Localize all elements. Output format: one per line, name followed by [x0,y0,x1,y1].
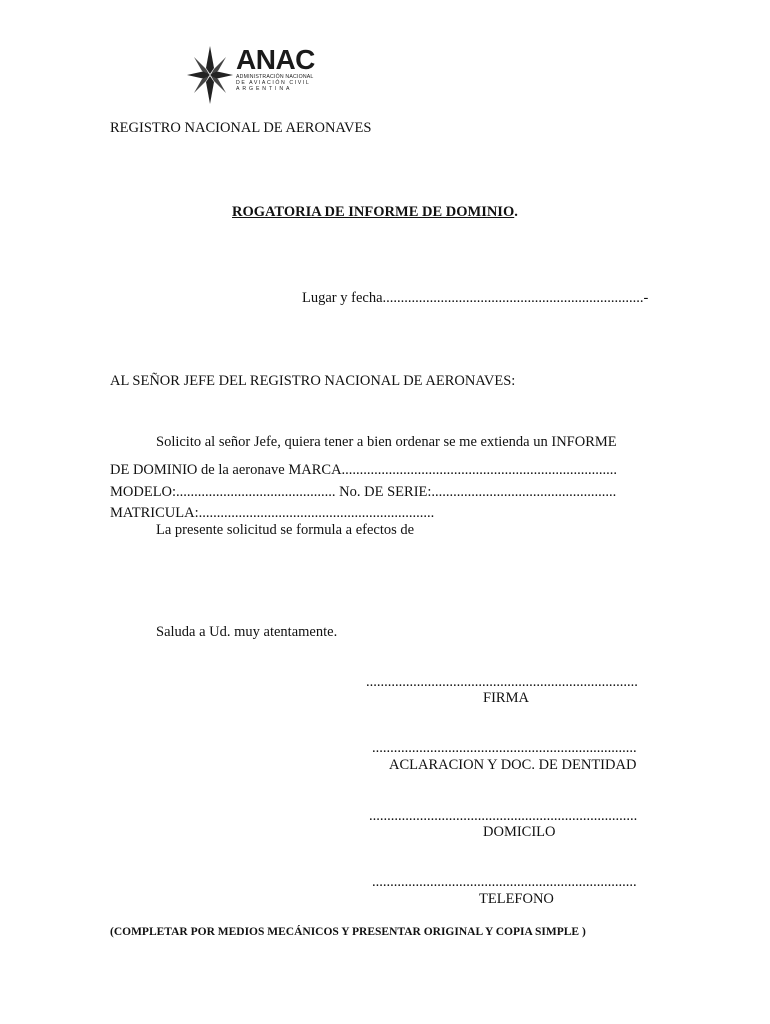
firma-label: FIRMA [483,690,529,706]
document-title-suffix: . [514,204,518,220]
document-title [232,204,518,221]
addressee: AL SEÑOR JEFE DEL REGISTRO NACIONAL DE AERONAVES: [110,373,516,389]
place-date-field: Lugar y fecha........................................................................- [302,290,649,306]
body-line-1: Solicito al señor Jefe, quiera tener a bien ordenar se me extienda un INFORME [156,434,617,450]
domicilio-label: DOMICILO [483,824,556,840]
aclaracion-dots: ......................................................................... [372,740,637,756]
matricula-field: MATRICULA:................................................................. [110,505,435,521]
aclaracion-label: ACLARACION Y DOC. DE DENTIDAD [389,757,637,773]
domicilio-dots: .......................................................................... [369,808,638,824]
logo-text [236,46,315,92]
anac-logo [185,44,315,106]
registry-header: REGISTRO NACIONAL DE AERONAVES [110,120,372,136]
firma-dots: ........................................................................... [366,674,638,690]
closing-line: Saluda a Ud. muy atentamente. [156,624,338,640]
document-title-text: ROGATORIA DE INFORME DE DOMINIO [232,204,515,220]
logo-name: ANAC [236,44,315,75]
logo-line-2: DE AVIACIÓN CIVIL [236,80,311,86]
logo-line-3: ARGENTINA [236,86,293,92]
modelo-serie-field: MODELO:............................................ No. DE SERIE:................................................... [110,484,617,500]
purpose-line: La presente solicitud se formula a efectos de [156,522,415,538]
telefono-label: TELEFONO [479,891,554,907]
logo-line-1: ADMINISTRACIÓN NACIONAL [236,74,314,80]
telefono-dots: ......................................................................... [372,874,637,890]
anac-star-icon [185,44,235,106]
marca-field: DE DOMINIO de la aeronave MARCA............................................................................ [110,462,618,478]
footer-note: (COMPLETAR POR MEDIOS MECÁNICOS Y PRESENTAR ORIGINAL Y COPIA SIMPLE ) [110,926,586,938]
